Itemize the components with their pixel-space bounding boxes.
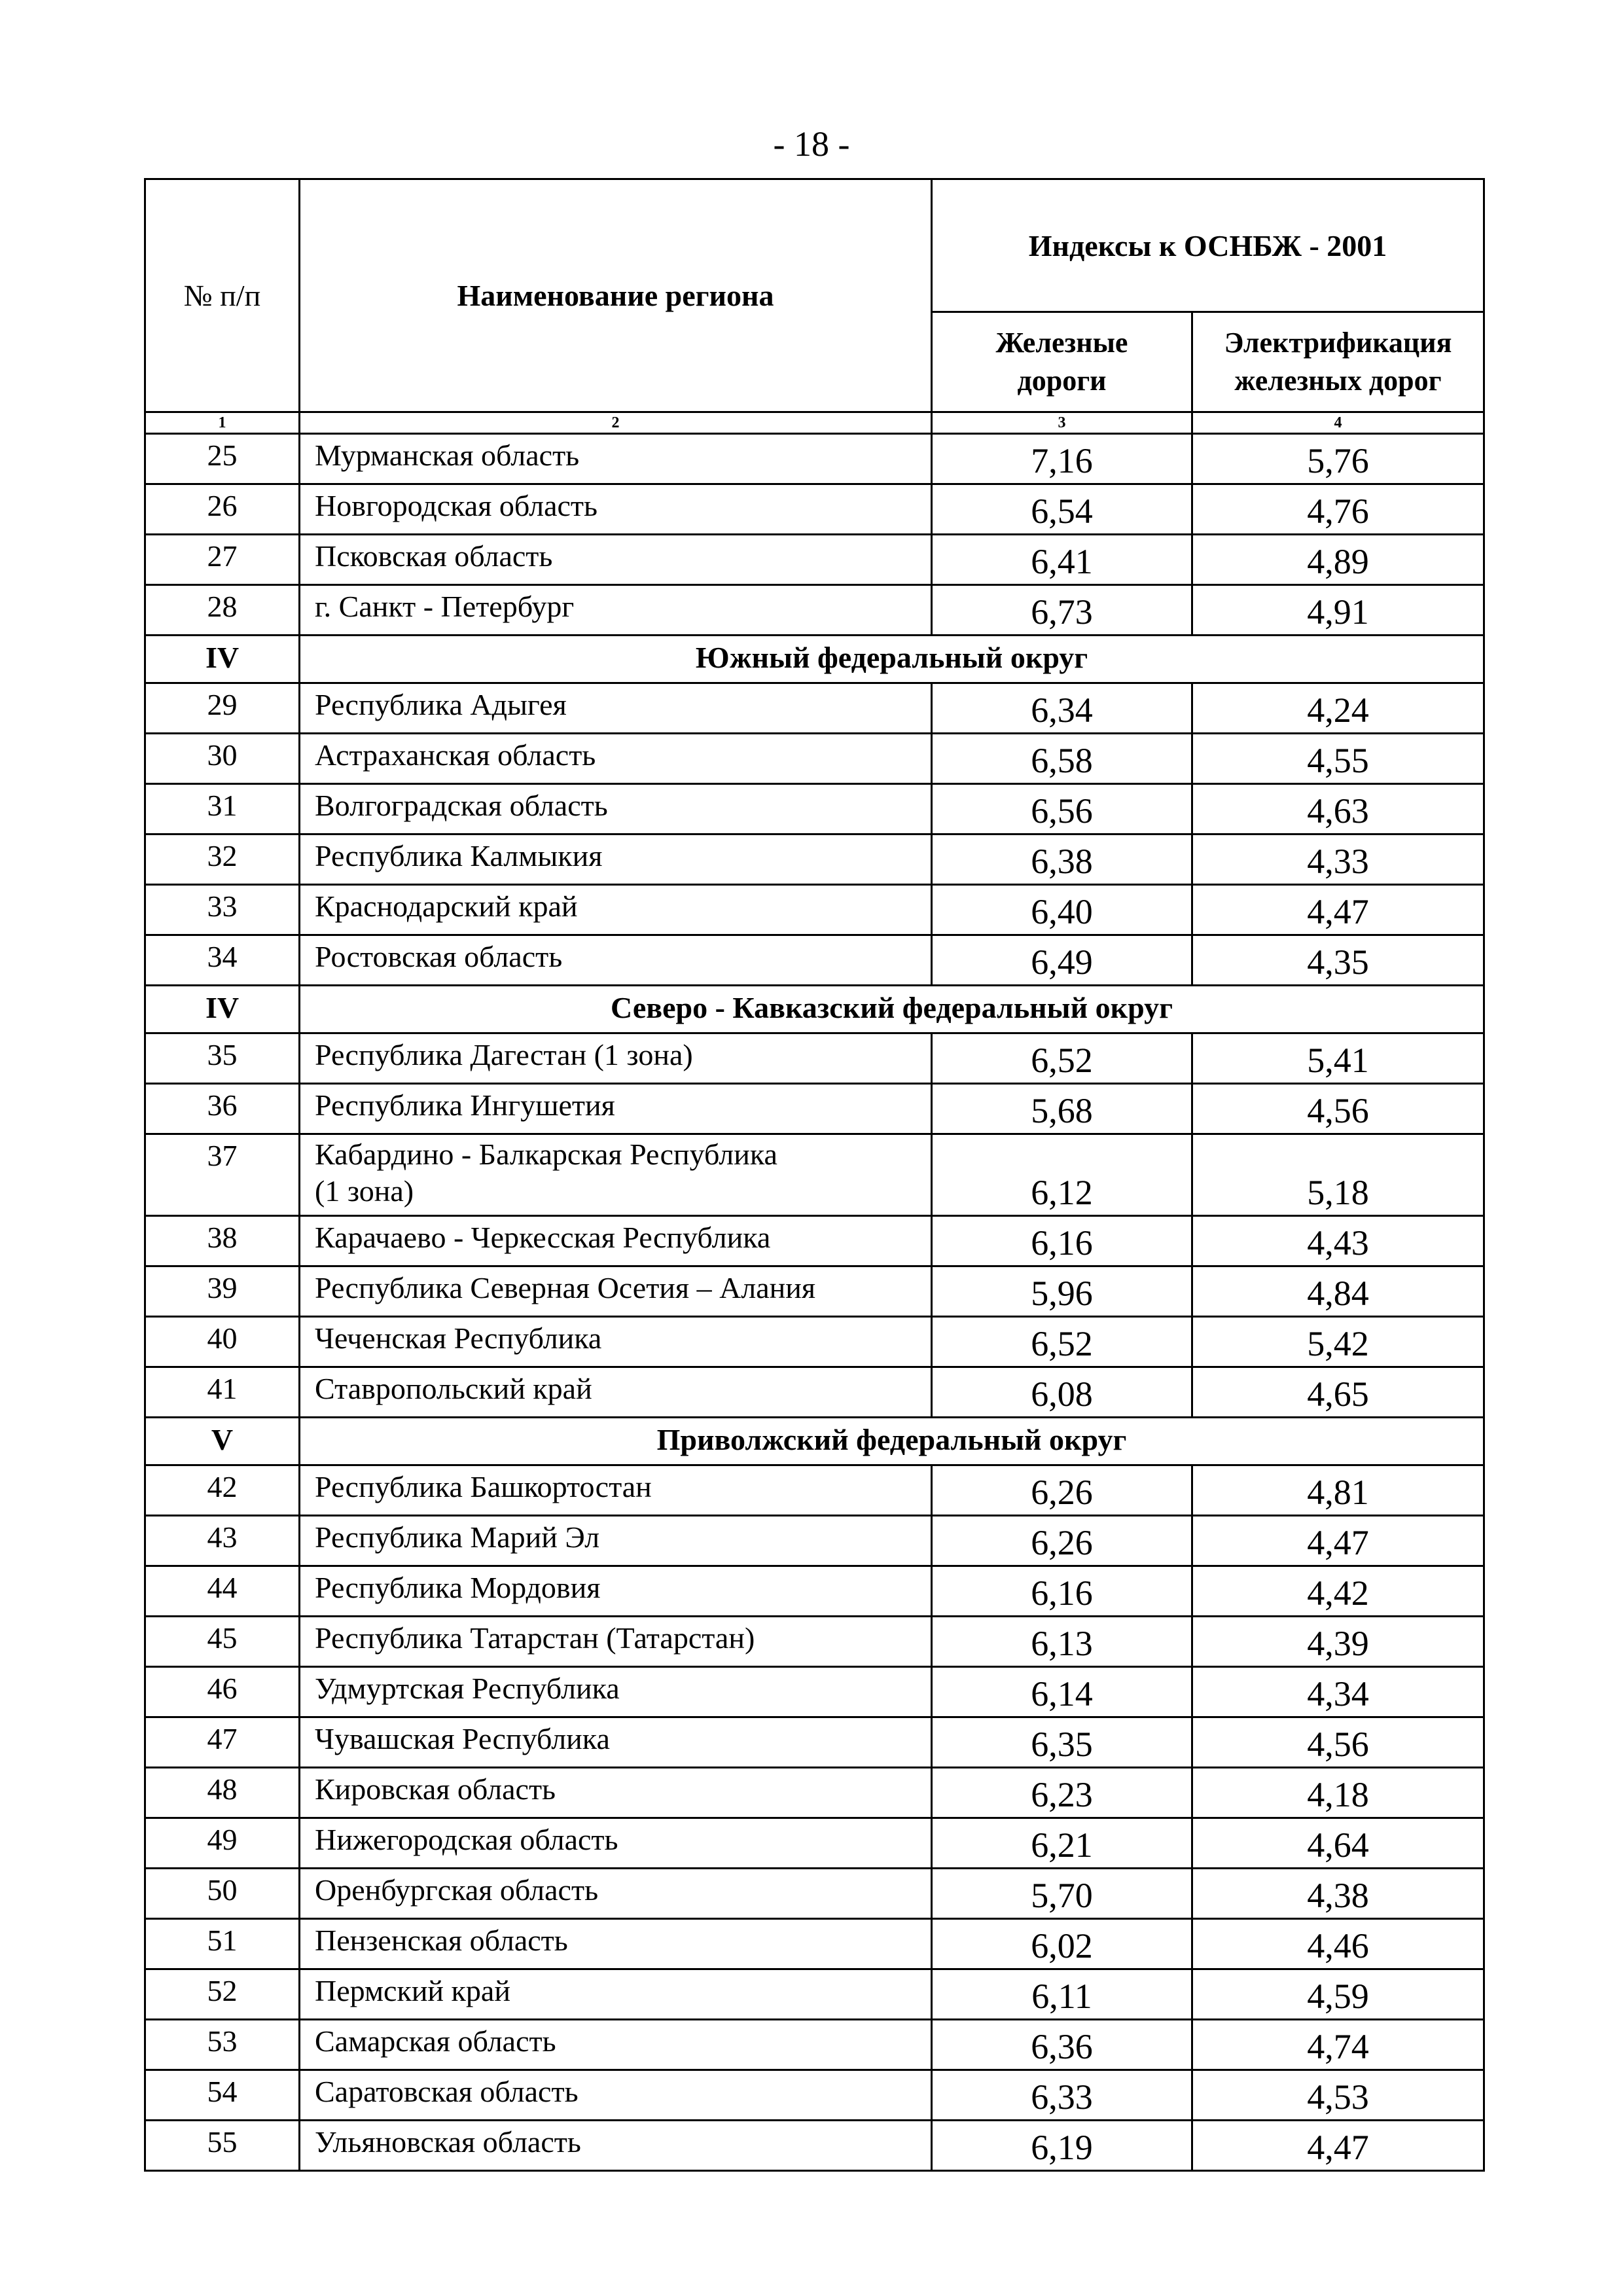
electrification-index: 4,89 (1192, 535, 1484, 585)
railway-index: 6,23 (932, 1768, 1192, 1818)
region-name: Оренбургская область (300, 1869, 932, 1919)
electrification-index: 4,47 (1192, 885, 1484, 935)
railway-index: 6,26 (932, 1465, 1192, 1516)
railway-index: 6,54 (932, 484, 1192, 535)
region-name: Ростовская область (300, 935, 932, 986)
railway-index: 6,49 (932, 935, 1192, 986)
region-name: Ставропольский край (300, 1367, 932, 1418)
region-name-line1: Кабардино - Балкарская Республика (315, 1138, 777, 1171)
electrification-index: 4,56 (1192, 1717, 1484, 1768)
page-number: - 18 - (773, 124, 850, 164)
electrification-index: 4,74 (1192, 2020, 1484, 2070)
table-row (145, 1717, 1484, 1768)
row-number: 53 (145, 2020, 300, 2070)
header-electrification-line1: Электрификация (1224, 327, 1452, 359)
row-number: 28 (145, 585, 300, 636)
row-number: 40 (145, 1317, 300, 1367)
railway-index: 6,35 (932, 1717, 1192, 1768)
railway-index: 6,16 (932, 1216, 1192, 1266)
region-name: Республика Дагестан (1 зона) (300, 1033, 932, 1084)
table-row (145, 484, 1484, 535)
region-name: Республика Татарстан (Татарстан) (300, 1617, 932, 1667)
table-row (145, 1818, 1484, 1869)
electrification-index: 4,63 (1192, 784, 1484, 834)
column-number: 3 (932, 412, 1192, 434)
electrification-index: 5,76 (1192, 434, 1484, 484)
railway-index: 6,08 (932, 1367, 1192, 1418)
header-railways-line2: дороги (1017, 365, 1107, 397)
railway-index: 6,14 (932, 1667, 1192, 1717)
electrification-index: 4,84 (1192, 1266, 1484, 1317)
row-number: 55 (145, 2121, 300, 2171)
row-number: 54 (145, 2070, 300, 2121)
table-row (145, 585, 1484, 636)
electrification-index: 4,46 (1192, 1919, 1484, 1969)
table-row (145, 1134, 1484, 1216)
header-electrification-line2: железных дорог (1234, 365, 1442, 397)
table-row (145, 1617, 1484, 1667)
railway-index: 5,96 (932, 1266, 1192, 1317)
region-name: Пензенская область (300, 1919, 932, 1969)
railway-index: 6,73 (932, 585, 1192, 636)
table-row (145, 1266, 1484, 1317)
header-col-indices-group: Индексы к ОСНБЖ - 2001 (932, 179, 1484, 312)
electrification-index: 4,65 (1192, 1367, 1484, 1418)
table-row (145, 885, 1484, 935)
electrification-index: 5,18 (1192, 1134, 1484, 1216)
section-number: IV (145, 986, 300, 1033)
table-row (145, 2070, 1484, 2121)
electrification-index: 4,59 (1192, 1969, 1484, 2020)
row-number: 44 (145, 1566, 300, 1617)
section-row (145, 1418, 1484, 1465)
region-name: Астраханская область (300, 734, 932, 784)
header-col-electrification (1192, 312, 1484, 412)
region-name: Карачаево - Черкесская Республика (300, 1216, 932, 1266)
region-name: Псковская область (300, 535, 932, 585)
railway-index: 6,40 (932, 885, 1192, 935)
railway-index: 6,36 (932, 2020, 1192, 2070)
table-row (145, 1919, 1484, 1969)
region-name: Самарская область (300, 2020, 932, 2070)
railway-index: 6,11 (932, 1969, 1192, 2020)
row-number: 27 (145, 535, 300, 585)
row-number: 51 (145, 1919, 300, 1969)
table-row (145, 834, 1484, 885)
region-name: Краснодарский край (300, 885, 932, 935)
row-number: 42 (145, 1465, 300, 1516)
region-name: Пермский край (300, 1969, 932, 2020)
table-row (145, 683, 1484, 734)
region-name: Мурманская область (300, 434, 932, 484)
region-name: Республика Мордовия (300, 1566, 932, 1617)
railway-index: 7,16 (932, 434, 1192, 484)
electrification-index: 4,56 (1192, 1084, 1484, 1134)
row-number: 37 (145, 1134, 300, 1216)
electrification-index: 4,39 (1192, 1617, 1484, 1667)
row-number: 47 (145, 1717, 300, 1768)
railway-index: 6,33 (932, 2070, 1192, 2121)
railway-index: 6,16 (932, 1566, 1192, 1617)
row-number: 43 (145, 1516, 300, 1566)
row-number: 41 (145, 1367, 300, 1418)
table-row (145, 784, 1484, 834)
region-name: Саратовская область (300, 2070, 932, 2121)
row-number: 36 (145, 1084, 300, 1134)
row-number: 31 (145, 784, 300, 834)
electrification-index: 4,43 (1192, 1216, 1484, 1266)
row-number: 32 (145, 834, 300, 885)
row-number: 30 (145, 734, 300, 784)
railway-index: 6,13 (932, 1617, 1192, 1667)
electrification-index: 4,24 (1192, 683, 1484, 734)
column-number: 4 (1192, 412, 1484, 434)
row-number: 46 (145, 1667, 300, 1717)
region-name: Республика Адыгея (300, 683, 932, 734)
row-number: 35 (145, 1033, 300, 1084)
electrification-index: 4,64 (1192, 1818, 1484, 1869)
railway-index: 6,19 (932, 2121, 1192, 2171)
railway-index: 6,56 (932, 784, 1192, 834)
section-row (145, 986, 1484, 1033)
table-row (145, 1216, 1484, 1266)
railway-index: 5,70 (932, 1869, 1192, 1919)
row-number: 34 (145, 935, 300, 986)
table-row (145, 935, 1484, 986)
row-number: 39 (145, 1266, 300, 1317)
row-number: 33 (145, 885, 300, 935)
electrification-index: 4,47 (1192, 1516, 1484, 1566)
electrification-index: 4,47 (1192, 2121, 1484, 2171)
railway-index: 5,68 (932, 1084, 1192, 1134)
region-name: Республика Калмыкия (300, 834, 932, 885)
section-title: Приволжский федеральный округ (300, 1418, 1484, 1465)
region-name: Новгородская область (300, 484, 932, 535)
electrification-index: 5,41 (1192, 1033, 1484, 1084)
electrification-index: 4,55 (1192, 734, 1484, 784)
region-name: Республика Ингушетия (300, 1084, 932, 1134)
row-number: 38 (145, 1216, 300, 1266)
table-row (145, 1367, 1484, 1418)
table-row (145, 1969, 1484, 2020)
header-col-region-name: Наименование региона (300, 179, 932, 412)
section-number: IV (145, 636, 300, 683)
region-name-line2: (1 зона) (315, 1174, 414, 1208)
railway-index: 6,38 (932, 834, 1192, 885)
region-name: Чувашская Республика (300, 1717, 932, 1768)
column-number: 2 (300, 412, 932, 434)
row-number: 48 (145, 1768, 300, 1818)
region-name: Республика Башкортостан (300, 1465, 932, 1516)
region-name: Волгоградская область (300, 784, 932, 834)
railway-index: 6,34 (932, 683, 1192, 734)
electrification-index: 4,91 (1192, 585, 1484, 636)
region-name: Чеченская Республика (300, 1317, 932, 1367)
railway-index: 6,26 (932, 1516, 1192, 1566)
row-number: 29 (145, 683, 300, 734)
railway-index: 6,41 (932, 535, 1192, 585)
electrification-index: 4,81 (1192, 1465, 1484, 1516)
table-row (145, 434, 1484, 484)
table-row (145, 2121, 1484, 2171)
electrification-index: 4,33 (1192, 834, 1484, 885)
table-row (145, 1033, 1484, 1084)
railway-index: 6,12 (932, 1134, 1192, 1216)
electrification-index: 4,76 (1192, 484, 1484, 535)
table-row (145, 1667, 1484, 1717)
region-name: Нижегородская область (300, 1818, 932, 1869)
row-number: 45 (145, 1617, 300, 1667)
row-number: 50 (145, 1869, 300, 1919)
section-number: V (145, 1418, 300, 1465)
table-row (145, 1516, 1484, 1566)
electrification-index: 4,42 (1192, 1566, 1484, 1617)
electrification-index: 4,34 (1192, 1667, 1484, 1717)
electrification-index: 5,42 (1192, 1317, 1484, 1367)
table-row (145, 734, 1484, 784)
section-row (145, 636, 1484, 683)
table-row (145, 1465, 1484, 1516)
section-title: Южный федеральный округ (300, 636, 1484, 683)
railway-index: 6,58 (932, 734, 1192, 784)
table-row (145, 1566, 1484, 1617)
table-row (145, 535, 1484, 585)
header-railways-line1: Железные (995, 327, 1128, 359)
electrification-index: 4,38 (1192, 1869, 1484, 1919)
electrification-index: 4,53 (1192, 2070, 1484, 2121)
region-name: г. Санкт - Петербург (300, 585, 932, 636)
electrification-index: 4,35 (1192, 935, 1484, 986)
column-number: 1 (145, 412, 300, 434)
railway-index: 6,21 (932, 1818, 1192, 1869)
region-name (300, 1134, 932, 1216)
electrification-index: 4,18 (1192, 1768, 1484, 1818)
table-row (145, 2020, 1484, 2070)
region-name: Кировская область (300, 1768, 932, 1818)
header-col-railways (932, 312, 1192, 412)
header-row (145, 179, 1484, 312)
table-row (145, 1084, 1484, 1134)
header-col-number: № п/п (145, 179, 300, 412)
table-row (145, 1768, 1484, 1818)
table-row (145, 1869, 1484, 1919)
table-row (145, 1317, 1484, 1367)
region-name: Удмуртская Республика (300, 1667, 932, 1717)
column-number-row (145, 412, 1484, 434)
row-number: 26 (145, 484, 300, 535)
section-title: Северо - Кавказский федеральный округ (300, 986, 1484, 1033)
row-number: 52 (145, 1969, 300, 2020)
regional-index-table (144, 178, 1485, 2172)
region-name: Ульяновская область (300, 2121, 932, 2171)
region-name: Республика Северная Осетия – Алания (300, 1266, 932, 1317)
row-number: 49 (145, 1818, 300, 1869)
region-name: Республика Марий Эл (300, 1516, 932, 1566)
row-number: 25 (145, 434, 300, 484)
railway-index: 6,52 (932, 1033, 1192, 1084)
railway-index: 6,02 (932, 1919, 1192, 1969)
railway-index: 6,52 (932, 1317, 1192, 1367)
